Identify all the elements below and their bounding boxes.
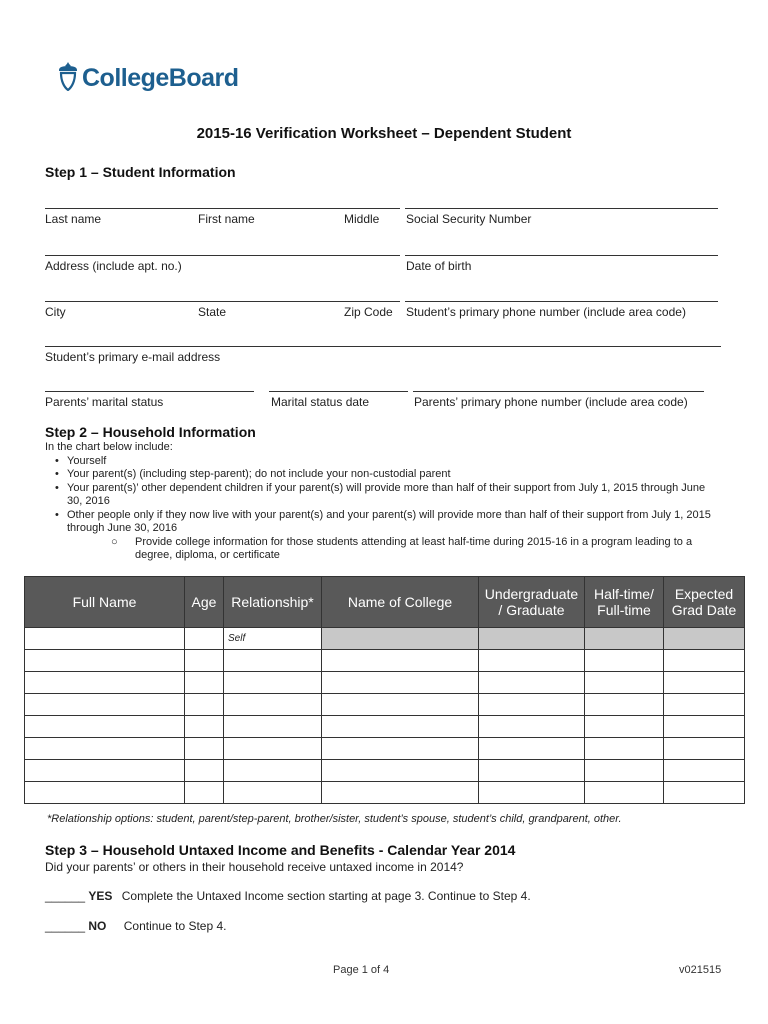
table-cell[interactable] (224, 650, 322, 672)
table-cell[interactable] (664, 782, 745, 804)
table-cell[interactable] (585, 694, 664, 716)
table-cell[interactable] (322, 694, 479, 716)
table-row (25, 738, 745, 760)
grad-level-cell-disabled (479, 628, 585, 650)
table-cell[interactable] (185, 672, 224, 694)
no-label: NO (88, 919, 107, 933)
table-cell[interactable] (25, 760, 185, 782)
table-header-row (25, 577, 745, 628)
email-label: Student’s primary e-mail address (45, 350, 221, 364)
table-cell[interactable] (185, 782, 224, 804)
table-cell[interactable] (585, 650, 664, 672)
table-cell[interactable] (322, 738, 479, 760)
yes-text: Complete the Untaxed Income section starting at page 3. Continue to Step 4. (121, 889, 531, 903)
bullet-item: • Your parent(s) (including step-parent); do not include your non-custodial parent (45, 468, 715, 482)
table-cell[interactable] (664, 760, 745, 782)
table-cell[interactable] (322, 782, 479, 804)
bullet-item: • Your parent(s)’ other dependent children if your parent(s) will provide more than half of their support from July 1, 2015 through June 30, 2016 (45, 482, 715, 509)
table-cell[interactable] (224, 672, 322, 694)
full-name-cell[interactable] (25, 628, 185, 650)
table-cell[interactable] (322, 716, 479, 738)
table-cell[interactable] (479, 672, 585, 694)
table-cell[interactable] (322, 672, 479, 694)
marital-date-input-line[interactable] (269, 391, 408, 392)
table-cell[interactable] (25, 716, 185, 738)
table-cell[interactable] (25, 694, 185, 716)
grad-date-cell-disabled (664, 628, 745, 650)
table-cell[interactable] (585, 672, 664, 694)
table-cell[interactable] (479, 760, 585, 782)
table-cell[interactable] (664, 716, 745, 738)
table-cell[interactable] (322, 650, 479, 672)
student-phone-input-line[interactable] (405, 301, 718, 302)
circle-bullet-icon: ○ (111, 535, 118, 548)
header-undergrad-grad: Undergraduate / Graduate (479, 577, 585, 628)
header-relationship: Relationship* (224, 577, 322, 628)
table-cell[interactable] (479, 694, 585, 716)
page-title: 2015-16 Verification Worksheet – Dependent Student (196, 125, 572, 142)
step3-question: Did your parents’ or others in their household receive untaxed income in 2014? (45, 860, 464, 874)
name-input-line[interactable] (45, 208, 400, 209)
table-cell[interactable] (185, 694, 224, 716)
table-cell[interactable] (25, 672, 185, 694)
table-cell[interactable] (479, 716, 585, 738)
table-cell[interactable] (185, 738, 224, 760)
page-number: Page 1 of 4 (333, 964, 390, 976)
table-row (25, 694, 745, 716)
bullet-item: • Yourself (45, 455, 715, 469)
table-cell[interactable] (224, 738, 322, 760)
step3-heading: Step 3 – Household Untaxed Income and Benefits - Calendar Year 2014 (45, 842, 516, 858)
dob-label: Date of birth (406, 259, 472, 273)
sub-bullet-text: Provide college information for those students attending at least half-time during 2015-16 in a program leading to a degree, diploma, or certificate (135, 535, 693, 561)
table-cell[interactable] (585, 760, 664, 782)
table-cell[interactable] (224, 760, 322, 782)
state-label: State (198, 305, 227, 319)
zip-label: Zip Code (344, 305, 393, 319)
table-cell[interactable] (25, 738, 185, 760)
table-cell[interactable] (224, 694, 322, 716)
enrollment-cell-disabled (585, 628, 664, 650)
table-cell[interactable] (585, 738, 664, 760)
college-cell-disabled (322, 628, 479, 650)
relationship-cell: Self (224, 628, 322, 650)
relationship-footnote: *Relationship options: student, parent/step-parent, brother/sister, student’s spouse, student’s child, grandparent, other. (47, 813, 622, 825)
middle-label: Middle (344, 212, 380, 226)
first-name-label: First name (198, 212, 255, 226)
city-label: City (45, 305, 66, 319)
acorn-icon (56, 61, 80, 96)
sub-bullet-item (45, 536, 715, 563)
step2-heading: Step 2 – Household Information (45, 424, 256, 440)
address-input-line[interactable] (45, 255, 400, 256)
step2-intro: In the chart below include: (45, 441, 173, 453)
logo-text: CollegeBoard (82, 63, 239, 92)
city-state-zip-input-line[interactable] (45, 301, 400, 302)
no-option[interactable] (45, 919, 226, 933)
yes-label: YES (88, 889, 113, 903)
table-cell[interactable] (479, 782, 585, 804)
table-cell[interactable] (479, 650, 585, 672)
table-row (25, 760, 745, 782)
table-cell[interactable] (185, 650, 224, 672)
header-half-full-time: Half-time/ Full-time (585, 577, 664, 628)
student-phone-label: Student’s primary phone number (include area code) (406, 305, 686, 319)
step2-bullet-list (45, 455, 715, 536)
no-text: Continue to Step 4. (123, 919, 227, 933)
marital-status-input-line[interactable] (45, 391, 254, 392)
table-cell[interactable] (185, 716, 224, 738)
table-row (25, 650, 745, 672)
parents-phone-input-line[interactable] (413, 391, 704, 392)
table-cell[interactable] (585, 782, 664, 804)
table-row (25, 716, 745, 738)
step2-intro-block (45, 441, 715, 563)
table-row (25, 782, 745, 804)
table-cell[interactable] (664, 738, 745, 760)
table-cell[interactable] (479, 738, 585, 760)
table-cell[interactable] (322, 760, 479, 782)
table-cell[interactable] (224, 782, 322, 804)
version-code: v021515 (679, 964, 722, 976)
table-row (25, 628, 745, 650)
no-blank[interactable]: ______ (45, 919, 86, 933)
step1-heading: Step 1 – Student Information (45, 164, 236, 180)
marital-date-label: Marital status date (271, 395, 370, 409)
yes-blank[interactable]: ______ (45, 889, 86, 903)
ssn-label: Social Security Number (406, 212, 532, 226)
yes-option[interactable] (45, 889, 531, 903)
bullet-item: • Other people only if they now live with your parent(s) and your parent(s) will provide more than half of their support from July 1, 2015 through June 30, 2016 (45, 509, 715, 536)
ssn-input-line[interactable] (405, 208, 718, 209)
age-cell[interactable] (185, 628, 224, 650)
college-board-logo (56, 58, 239, 98)
table-cell[interactable] (185, 760, 224, 782)
table-cell[interactable] (664, 694, 745, 716)
table-cell[interactable] (25, 782, 185, 804)
table-row (25, 672, 745, 694)
table-cell[interactable] (25, 650, 185, 672)
table-cell[interactable] (664, 672, 745, 694)
header-name-of-college: Name of College (322, 577, 479, 628)
table-cell[interactable] (224, 716, 322, 738)
household-table (24, 576, 745, 804)
last-name-label: Last name (45, 212, 102, 226)
header-full-name: Full Name (25, 577, 185, 628)
table-cell[interactable] (664, 650, 745, 672)
email-input-line[interactable] (45, 346, 721, 347)
dob-input-line[interactable] (405, 255, 718, 256)
table-cell[interactable] (585, 716, 664, 738)
header-age: Age (185, 577, 224, 628)
address-label: Address (include apt. no.) (45, 259, 182, 273)
marital-status-label: Parents’ marital status (45, 395, 164, 409)
header-expected-grad-date: Expected Grad Date (664, 577, 745, 628)
parents-phone-label: Parents’ primary phone number (include area code) (414, 395, 688, 409)
